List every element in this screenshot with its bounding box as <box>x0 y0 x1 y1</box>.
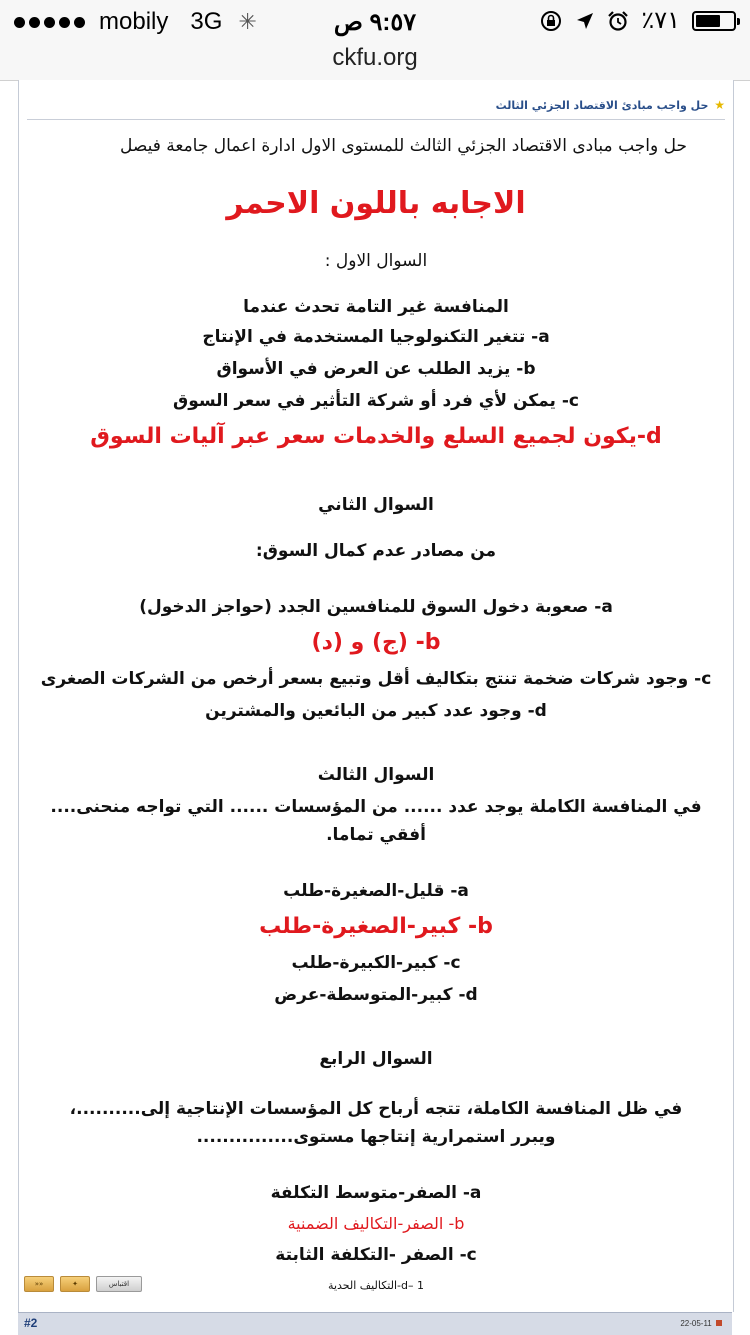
url-bar[interactable] <box>0 44 750 81</box>
post-number-link[interactable]: #2 <box>24 1316 38 1330</box>
url-text: ckfu.org <box>332 44 418 71</box>
answer-note-headline: الاجابه باللون الاحمر <box>226 186 526 221</box>
battery-level <box>696 15 720 27</box>
post-date-text: 22-05-11 <box>680 1319 712 1328</box>
status-time: ٩:٥٧ ص <box>333 9 417 36</box>
q1-option-c: c- يمكن لأي فرد أو شركة التأثير في سعر السوق <box>173 391 579 411</box>
q4-option-d: 1 –d-التكاليف الحدية <box>328 1279 424 1292</box>
q1-answer: d-يكون لجميع السلع والخدمات سعر عبر آليات السوق <box>90 424 662 449</box>
post-title[interactable]: حل واجب مبادئ الاقتصاد الجزئي الثالث <box>495 99 709 112</box>
q3-text: في المنافسة الكاملة يوجد عدد ...... من المؤسسات ...... التي تواجه منحنى.... أفقي تماما. <box>50 797 702 845</box>
battery-icon <box>692 11 736 31</box>
q1-text: المنافسة غير التامة تحدث عندما <box>243 297 509 317</box>
q4-text: في ظل المنافسة الكاملة، تتجه أرباح كل المؤسسات الإنتاجية إلى..........، ويبرر استمرارية إنتاجها مستوى............... <box>69 1099 683 1147</box>
post-action-buttons <box>24 1276 142 1292</box>
q3-option-d: d- كبير-المتوسطة-عرض <box>274 985 478 1005</box>
q2-answer: b- (ج) و (د) <box>311 630 441 655</box>
q1-option-a: a- تتغير التكنولوجيا المستخدمة في الإنتاج <box>202 327 550 347</box>
q2-title: السوال الثاني <box>318 495 434 515</box>
rotation-lock-icon <box>539 9 563 33</box>
thanks-button[interactable]: ✦ <box>60 1276 90 1292</box>
location-arrow-icon <box>575 11 595 31</box>
post-body <box>29 128 723 1301</box>
activity-spinner-icon: ✳ <box>238 9 257 34</box>
status-right <box>539 6 736 35</box>
star-icon: ★ <box>714 98 725 112</box>
post-intro: حل واجب مبادى الاقتصاد الجزئي الثالث للمستوى الاول ادارة اعمال جامعة فيصل <box>119 136 687 156</box>
q4-title: السوال الرابع <box>319 1049 433 1069</box>
status-bar <box>0 0 750 44</box>
q2-option-c: c- وجود شركات ضخمة تنتج بتكاليف أقل وتبيع بسعر أرخص من الشركات الصغرى <box>40 669 712 689</box>
q2-text: من مصادر عدم كمال السوق: <box>255 541 497 561</box>
q4-option-c: c- الصفر -التكلفة الثابتة <box>275 1245 477 1265</box>
post-title-row <box>27 90 725 120</box>
calendar-icon <box>716 1320 722 1326</box>
q3-option-a: a- قليل-الصغيرة-طلب <box>283 881 469 901</box>
q3-title: السوال الثالث <box>317 765 435 785</box>
q1-title: السوال الاول : <box>324 251 428 271</box>
quote-button[interactable]: اقتباس <box>96 1276 142 1292</box>
q4-answer: b- الصفر-التكاليف الضمنية <box>287 1214 465 1233</box>
battery-percent: ٪٧١ <box>641 7 680 34</box>
q2-option-d: d- وجود عدد كبير من البائعين والمشترين <box>205 701 547 721</box>
network-type: 3G <box>190 8 223 35</box>
post-footer-bar <box>18 1312 732 1335</box>
forum-post <box>18 80 734 1312</box>
post-date <box>680 1319 722 1328</box>
multi-quote-button[interactable]: »» <box>24 1276 54 1292</box>
q1-option-b: b- يزيد الطلب عن العرض في الأسواق <box>216 359 536 379</box>
q2-option-a: a- صعوبة دخول السوق للمنافسين الجدد (حواجز الدخول) <box>139 597 613 617</box>
alarm-icon <box>607 10 629 32</box>
q3-answer: b- كبير-الصغيرة-طلب <box>259 914 493 939</box>
carrier-name: mobily <box>99 8 169 35</box>
q4-option-a: a- الصفر-متوسط التكلفة <box>270 1183 482 1203</box>
q3-option-c: c- كبير-الكبيرة-طلب <box>291 953 461 973</box>
